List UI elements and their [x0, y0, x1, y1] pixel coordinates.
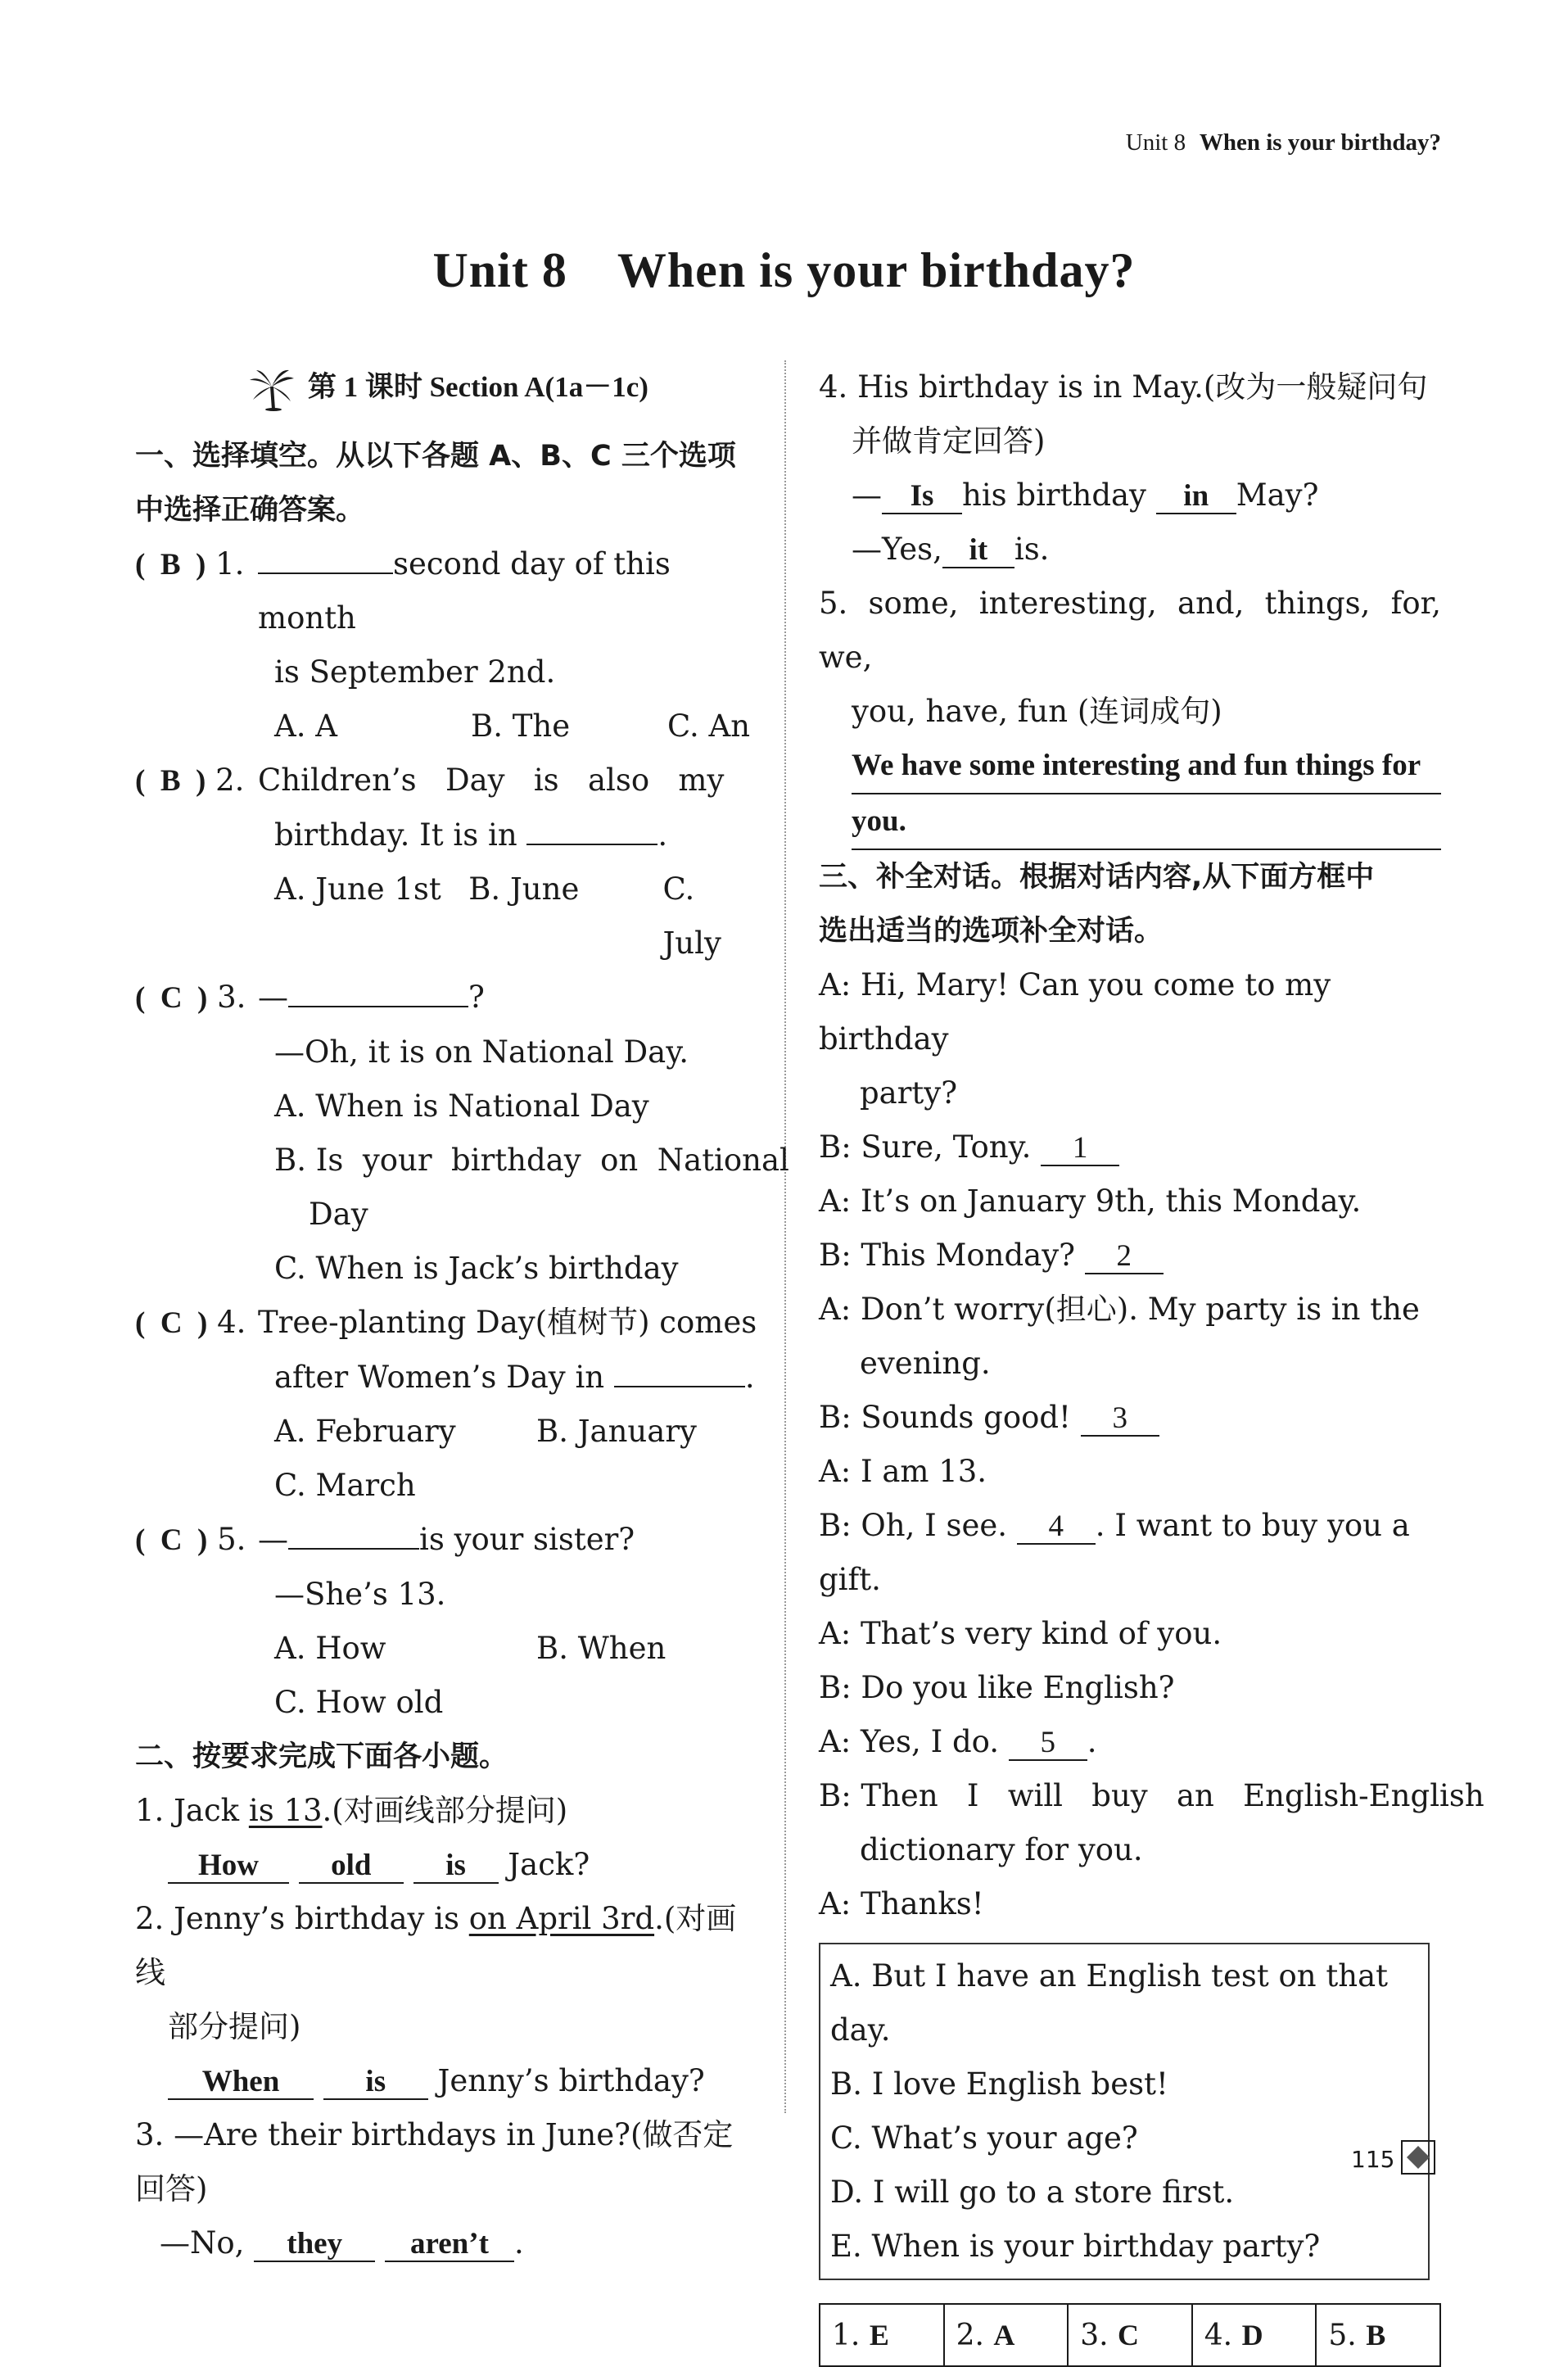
dialogue-line: dictionary for you. — [860, 1832, 1143, 1867]
answer-cell: 2. A — [944, 2304, 1069, 2366]
left-column — [135, 360, 789, 2270]
answer-word: old — [299, 1849, 404, 1884]
dialogue-line: B: This Monday? 2 — [819, 1229, 1441, 1283]
answer-table — [819, 2303, 1441, 2367]
dialogue-line: A: That’s very kind of you. — [819, 1616, 1222, 1651]
transform-item-2: 2. Jenny’s birthday is on April 3rd.(对画线 部分提问) When is Jenny’s birthday? — [135, 1901, 737, 2098]
blank — [288, 1515, 419, 1550]
option-item: A. But I have an English test on that day. — [830, 1958, 1389, 2048]
answer-word: Is — [882, 480, 962, 514]
answer-paren: ( C ) 5. — [135, 1522, 246, 1557]
dialogue-blank: 5 — [1009, 1727, 1087, 1761]
lesson-heading — [135, 360, 761, 414]
dialogue-line: A: Hi, Mary! Can you come to my birthday — [819, 967, 1331, 1057]
transform-item-5: 5. some, interesting, and, things, for, we, you, have, fun (连词成句) We have some interesting and fun things for you. — [819, 577, 1441, 850]
option-item: D. I will go to a store first. — [830, 2175, 1235, 2210]
answer-cell: 1. E — [820, 2304, 944, 2366]
answer-cell: 4. D — [1192, 2304, 1317, 2366]
options: A. June 1st B. June C. July — [274, 871, 721, 961]
answer-word: they — [254, 2228, 375, 2262]
answer-word: is — [413, 1849, 499, 1884]
right-column — [819, 360, 1484, 2367]
running-head — [1126, 129, 1441, 156]
transform-item-3: 3. —Are their birthdays in June?(做否定回答) —No, they aren’t . — [135, 2117, 734, 2261]
options: A. How B. When — [274, 1631, 667, 1666]
answer-word: When — [168, 2066, 314, 2100]
dialogue-line: B: Sounds good! 3 — [819, 1391, 1441, 1445]
lesson-title: 第 1 课时 Section A(1a－1c) — [307, 371, 648, 403]
question-4: ( C ) 4. Tree-planting Day(植树节) comes after Women’s Day in . A. February B. January C. March — [135, 1296, 761, 1513]
running-head-title: When is your birthday? — [1199, 129, 1441, 156]
answer-paren: ( C ) 3. — [135, 980, 246, 1015]
page-title: Unit 8 When is your birthday? — [432, 243, 1136, 297]
options: A. February B. January — [274, 1414, 697, 1449]
blank — [614, 1353, 745, 1387]
answer-word: aren’t — [385, 2228, 514, 2262]
answer-paren: ( C ) 4. — [135, 1305, 246, 1340]
question-5: ( C ) 5. — is your sister? —She’s 13. A. How B. When C. How old — [135, 1513, 761, 1730]
dialogue-line: A: Don’t worry(担心). My party is in the — [819, 1292, 1420, 1327]
part1-heading: 一、选择填空。从以下各题 A、B、C 三个选项 中选择正确答案。 — [135, 440, 736, 527]
options-box — [819, 1943, 1430, 2280]
question-1: ( B ) 1. second day of this month is September 2nd. A. A B. The C. An — [135, 537, 761, 754]
part2-heading: 二、按要求完成下面各小题。 — [135, 1740, 508, 1773]
diamond-icon — [1400, 2139, 1436, 2175]
dialogue-line: A: It’s on January 9th, this Monday. — [819, 1184, 1362, 1219]
answer-paren: ( B ) 2. — [135, 763, 245, 798]
option-item: B. I love English best! — [830, 2066, 1168, 2102]
option-item: E. When is your birthday party? — [830, 2229, 1321, 2264]
sentence-answer: you. — [852, 794, 1441, 850]
dialogue-blank: 3 — [1081, 1402, 1159, 1437]
dialogue — [819, 958, 1484, 1931]
answer-word: How — [168, 1849, 289, 1884]
dialogue-line: B: Sure, Tony. 1 — [819, 1120, 1441, 1174]
dialogue-line: B: Do you like English? — [819, 1670, 1175, 1705]
dialogue-line: A: Thanks! — [819, 1886, 984, 1921]
dialogue-line: B: Then I will buy an English-English — [819, 1778, 1484, 1813]
blank — [288, 973, 468, 1007]
answer-word: it — [942, 534, 1014, 568]
transform-item-4: 4. His birthday is in May.(改为一般疑问句 并做肯定回答) — Is his birthday in May? —Yes, it is. — [819, 369, 1428, 567]
palm-tree-icon — [248, 369, 296, 411]
dialogue-line: A: I am 13. — [819, 1454, 987, 1489]
dialogue-line: party? — [860, 1075, 958, 1111]
blank — [258, 540, 393, 574]
column-divider — [784, 360, 786, 2113]
question-2: ( B ) 2. Children’s Day is also my birthday. It is in . A. June 1st B. June C. July — [135, 754, 761, 971]
part3-heading: 三、补全对话。根据对话内容,从下面方框中 选出适当的选项补全对话。 — [819, 861, 1375, 948]
options: A. A B. The C. An — [274, 708, 751, 744]
answer-word: is — [323, 2066, 428, 2100]
answer-paren: ( B ) 1. — [135, 546, 245, 582]
option-item: C. What’s your age? — [830, 2120, 1138, 2156]
dialogue-blank: 1 — [1041, 1132, 1119, 1166]
transform-item-1: 1. Jack is 13.(对画线部分提问) How old is Jack? — [135, 1793, 590, 1882]
dialogue-line: B: Oh, I see. 4 . I want to buy you a gift. — [819, 1508, 1410, 1597]
dialogue-line: A: Yes, I do. 5 . — [819, 1724, 1097, 1759]
dialogue-blank: 2 — [1085, 1240, 1164, 1274]
dialogue-blank: 4 — [1017, 1510, 1096, 1545]
sentence-answer: We have some interesting and fun things for — [852, 739, 1441, 794]
answer-cell: 5. B — [1316, 2304, 1440, 2366]
answer-cell: 3. C — [1068, 2304, 1192, 2366]
page-number: 115 — [1351, 2146, 1395, 2173]
question-3: ( C ) 3. — ? —Oh, it is on National Day. A. When is National Day B. Is your birthday on National Day C. When is Jack’s birthday — [135, 971, 761, 1296]
blank — [526, 811, 657, 845]
answer-word: in — [1156, 480, 1236, 514]
dialogue-line: evening. — [860, 1346, 991, 1381]
running-head-unit: Unit 8 — [1125, 129, 1186, 156]
